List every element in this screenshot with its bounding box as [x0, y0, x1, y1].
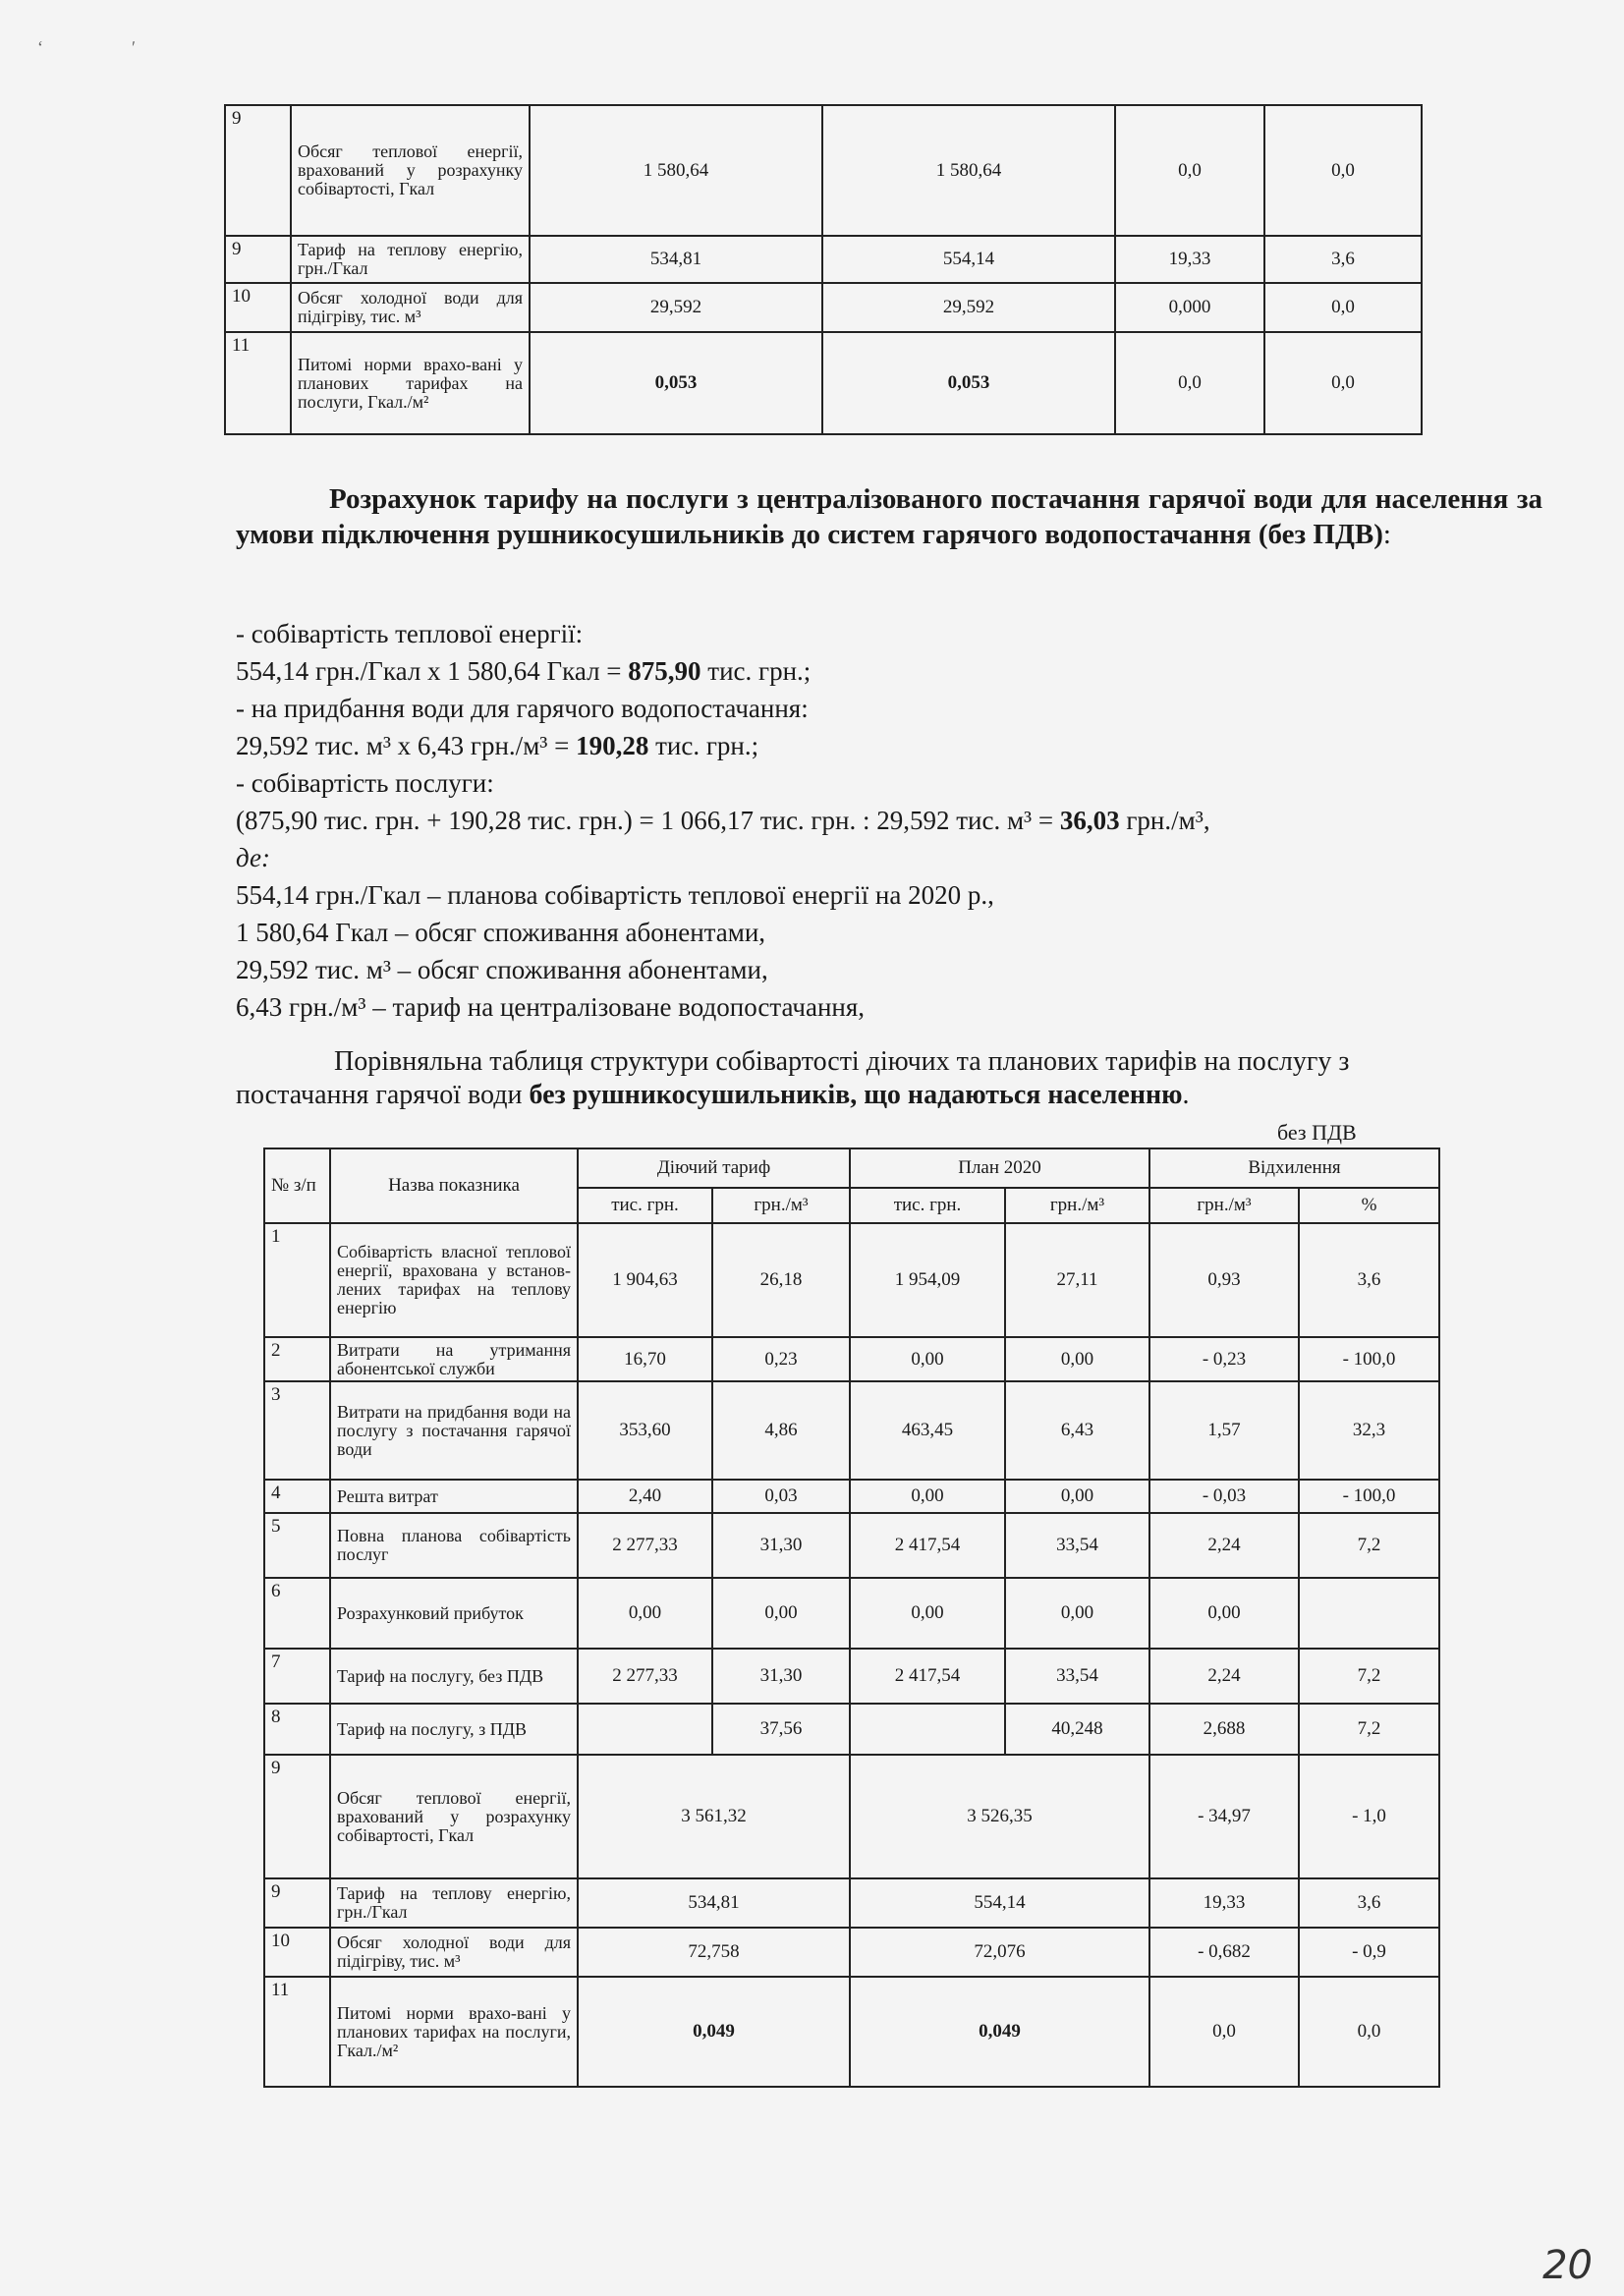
cell: 2 277,33 — [578, 1513, 712, 1578]
cell: 0,00 — [578, 1578, 712, 1649]
col-header-dev-m3: грн./м³ — [1149, 1188, 1299, 1223]
scan-mark: ‘ ʹ — [37, 37, 136, 57]
cell: 3,6 — [1299, 1223, 1439, 1337]
cell: 0,00 — [1005, 1480, 1149, 1513]
calc-text: (875,90 тис. грн. + 190,28 тис. грн.) = 1 066,17 тис. грн. : 29,592 тис. м³ = — [236, 806, 1060, 835]
cell: 0,053 — [822, 332, 1115, 434]
row-name: Собівартість власної теплової енергії, врахована у встанов-лених тарифах на теплову енергію — [330, 1223, 578, 1337]
cell: 2,24 — [1149, 1649, 1299, 1704]
calc-line — [236, 654, 1542, 688]
cell: 0,00 — [850, 1578, 1005, 1649]
compare-title — [236, 1045, 1542, 1112]
row-number: 9 — [264, 1755, 330, 1878]
note-line: 29,592 тис. м³ – обсяг споживання абонентами, — [236, 955, 768, 984]
cell: 2 417,54 — [850, 1513, 1005, 1578]
row-number: 6 — [264, 1578, 330, 1649]
table-row — [225, 236, 1422, 283]
table-row — [264, 1878, 1439, 1928]
col-header-thous: тис. грн. — [850, 1188, 1005, 1223]
row-number: 5 — [264, 1513, 330, 1578]
cell: 16,70 — [578, 1337, 712, 1381]
cell: 2 417,54 — [850, 1649, 1005, 1704]
cell: 2,688 — [1149, 1704, 1299, 1755]
col-header-deviation: Відхилення — [1149, 1148, 1439, 1188]
de-label: де: — [236, 843, 270, 872]
row-name: Тариф на послугу, з ПДВ — [330, 1704, 578, 1755]
header-row — [264, 1148, 1439, 1188]
cell: - 0,682 — [1149, 1928, 1299, 1977]
calc-text: тис. грн.; — [700, 656, 812, 686]
heading-colon: : — [1382, 519, 1391, 550]
calc-heading — [236, 481, 1542, 552]
calc-line: - собівартість послуги: — [236, 768, 494, 798]
row-number: 3 — [264, 1381, 330, 1480]
cell: 554,14 — [822, 236, 1115, 283]
cell: 0,049 — [578, 1977, 850, 2087]
table-row — [264, 1977, 1439, 2087]
calc-block — [236, 617, 1542, 1024]
cell: - 0,9 — [1299, 1928, 1439, 1977]
row-number: 1 — [264, 1223, 330, 1337]
cell: - 100,0 — [1299, 1480, 1439, 1513]
row-number: 10 — [264, 1928, 330, 1977]
note-line: 554,14 грн./Гкал – планова собівартість теплової енергії на 2020 р., — [236, 880, 994, 910]
col-header-current: Діючий тариф — [578, 1148, 850, 1188]
note-line: 1 580,64 Гкал – обсяг споживання абонентами, — [236, 918, 766, 947]
cell: 1 580,64 — [530, 105, 822, 236]
col-header-per-m3: грн./м³ — [1005, 1188, 1149, 1223]
calc-text: 29,592 тис. м³ х 6,43 грн./м³ = — [236, 731, 577, 760]
cell: 0,0 — [1299, 1977, 1439, 2087]
cell: 0,0 — [1149, 1977, 1299, 2087]
cell: 72,758 — [578, 1928, 850, 1977]
compare-bold: без рушникосушильників, що надаються населенню — [529, 1080, 1183, 1110]
row-name: Витрати на утримання абонентської служби — [330, 1337, 578, 1381]
cell: - 34,97 — [1149, 1755, 1299, 1878]
table-row — [264, 1381, 1439, 1480]
row-name: Обсяг теплової енергії, врахований у розрахунку собівартості, Гкал — [330, 1755, 578, 1878]
row-name: Розрахунковий прибуток — [330, 1578, 578, 1649]
row-name: Тариф на послугу, без ПДВ — [330, 1649, 578, 1704]
table-row — [264, 1704, 1439, 1755]
heading-line1: Розрахунок тарифу на послуги з централізованого постачання гарячої води для населення за умови підключення рушникосушильників до систем гарячого — [236, 483, 1542, 550]
cell: 0,0 — [1264, 283, 1422, 332]
cell: 72,076 — [850, 1928, 1149, 1977]
cell: 0,00 — [1005, 1578, 1149, 1649]
row-name: Питомі норми врахо-вані у планових тарифах на послуги, Гкал./м² — [330, 1977, 578, 2087]
col-header-name: Назва показника — [330, 1148, 578, 1223]
cell: 40,248 — [1005, 1704, 1149, 1755]
row-number: 10 — [225, 283, 291, 332]
table-row — [225, 283, 1422, 332]
cell: 0,00 — [850, 1337, 1005, 1381]
cell: 7,2 — [1299, 1704, 1439, 1755]
calc-result: 875,90 — [628, 656, 701, 686]
row-name: Тариф на теплову енергію, грн./Гкал — [291, 236, 530, 283]
calc-line: - собівартість теплової енергії: — [236, 619, 584, 648]
col-header-pct: % — [1299, 1188, 1439, 1223]
cell: 26,18 — [712, 1223, 850, 1337]
cell: 0,00 — [1149, 1578, 1299, 1649]
cell: 7,2 — [1299, 1513, 1439, 1578]
cell: 27,11 — [1005, 1223, 1149, 1337]
table-row — [225, 332, 1422, 434]
calc-line: - на придбання води для гарячого водопостачання: — [236, 694, 809, 723]
calc-line — [236, 729, 1542, 762]
vat-note: без ПДВ — [1277, 1120, 1357, 1145]
note-line: 6,43 грн./м³ – тариф на централізоване водопостачання, — [236, 992, 866, 1022]
table-row — [264, 1578, 1439, 1649]
cell: 4,86 — [712, 1381, 850, 1480]
col-header-plan: План 2020 — [850, 1148, 1149, 1188]
table-row — [264, 1755, 1439, 1878]
cell: 1 904,63 — [578, 1223, 712, 1337]
cell: 33,54 — [1005, 1513, 1149, 1578]
cell: 1 954,09 — [850, 1223, 1005, 1337]
table-row — [225, 105, 1422, 236]
row-number: 11 — [264, 1977, 330, 2087]
table-row — [264, 1513, 1439, 1578]
cell: 0,0 — [1264, 332, 1422, 434]
cell: 0,049 — [850, 1977, 1149, 2087]
cell: 0,0 — [1115, 332, 1264, 434]
calc-line — [236, 804, 1542, 837]
cell: 0,0 — [1264, 105, 1422, 236]
cell: 29,592 — [530, 283, 822, 332]
row-number: 9 — [264, 1878, 330, 1928]
cell: - 1,0 — [1299, 1755, 1439, 1878]
row-name: Обсяг холодної води для підігріву, тис. м³ — [291, 283, 530, 332]
cell: 29,592 — [822, 283, 1115, 332]
col-header-thous: тис. грн. — [578, 1188, 712, 1223]
row-name: Витрати на придбання води на послугу з постачання гарячої води — [330, 1381, 578, 1480]
row-name: Повна планова собівартість послуг — [330, 1513, 578, 1578]
cell: 32,3 — [1299, 1381, 1439, 1480]
calc-result: 190,28 — [576, 731, 649, 760]
cell: - 100,0 — [1299, 1337, 1439, 1381]
table-row — [264, 1480, 1439, 1513]
col-header-no: № з/п — [264, 1148, 330, 1223]
row-number: 4 — [264, 1480, 330, 1513]
compare-line1: Порівняльна таблиця структури собівартості діючих та планових тарифів на послугу з — [334, 1046, 1350, 1077]
cell: 31,30 — [712, 1649, 850, 1704]
row-number: 8 — [264, 1704, 330, 1755]
row-name: Обсяг теплової енергії, врахований у розрахунку собівартості, Гкал — [291, 105, 530, 236]
top-table — [224, 104, 1423, 435]
cell: - 0,23 — [1149, 1337, 1299, 1381]
calc-text: грн./м³, — [1119, 806, 1210, 835]
cell: 0,93 — [1149, 1223, 1299, 1337]
cell — [578, 1704, 712, 1755]
cell: 3 526,35 — [850, 1755, 1149, 1878]
row-name: Тариф на теплову енергію, грн./Гкал — [330, 1878, 578, 1928]
cell: - 0,03 — [1149, 1480, 1299, 1513]
cell: 463,45 — [850, 1381, 1005, 1480]
table-row — [264, 1649, 1439, 1704]
cell — [850, 1704, 1005, 1755]
cell: 31,30 — [712, 1513, 850, 1578]
row-number: 9 — [225, 105, 291, 236]
cell: 3 561,32 — [578, 1755, 850, 1878]
cell: 2 277,33 — [578, 1649, 712, 1704]
cell: 0,23 — [712, 1337, 850, 1381]
cell: 1 580,64 — [822, 105, 1115, 236]
table-row — [264, 1223, 1439, 1337]
calc-result: 36,03 — [1059, 806, 1120, 835]
cell: 353,60 — [578, 1381, 712, 1480]
table-row — [264, 1928, 1439, 1977]
comparison-table — [263, 1148, 1440, 2088]
cell: 534,81 — [530, 236, 822, 283]
cell: 2,24 — [1149, 1513, 1299, 1578]
cell: 2,40 — [578, 1480, 712, 1513]
row-number: 7 — [264, 1649, 330, 1704]
row-name: Обсяг холодної води для підігріву, тис. м³ — [330, 1928, 578, 1977]
row-number: 9 — [225, 236, 291, 283]
cell — [1299, 1578, 1439, 1649]
row-name: Решта витрат — [330, 1480, 578, 1513]
page-number: 20 — [1542, 2243, 1593, 2288]
cell: 0,000 — [1115, 283, 1264, 332]
cell: 3,6 — [1264, 236, 1422, 283]
cell: 19,33 — [1115, 236, 1264, 283]
cell: 554,14 — [850, 1878, 1149, 1928]
calc-text: тис. грн.; — [648, 731, 759, 760]
cell: 534,81 — [578, 1878, 850, 1928]
row-number: 11 — [225, 332, 291, 434]
cell: 1,57 — [1149, 1381, 1299, 1480]
calc-text: 554,14 грн./Гкал х 1 580,64 Гкал = — [236, 656, 629, 686]
heading-line2: водопостачання (без ПДВ) — [1044, 519, 1383, 550]
cell: 19,33 — [1149, 1878, 1299, 1928]
cell: 0,00 — [712, 1578, 850, 1649]
cell: 0,00 — [1005, 1337, 1149, 1381]
cell: 0,00 — [850, 1480, 1005, 1513]
cell: 0,03 — [712, 1480, 850, 1513]
col-header-per-m3: грн./м³ — [712, 1188, 850, 1223]
compare-text: постачання гарячої води — [236, 1080, 530, 1110]
cell: 0,0 — [1115, 105, 1264, 236]
row-name: Питомі норми врахо-вані у планових тарифах на послуги, Гкал./м² — [291, 332, 530, 434]
cell: 0,053 — [530, 332, 822, 434]
row-number: 2 — [264, 1337, 330, 1381]
cell: 6,43 — [1005, 1381, 1149, 1480]
cell: 33,54 — [1005, 1649, 1149, 1704]
compare-line2 — [236, 1079, 1542, 1112]
cell: 7,2 — [1299, 1649, 1439, 1704]
cell: 37,56 — [712, 1704, 850, 1755]
compare-text: . — [1182, 1080, 1190, 1110]
table-row — [264, 1337, 1439, 1381]
cell: 3,6 — [1299, 1878, 1439, 1928]
